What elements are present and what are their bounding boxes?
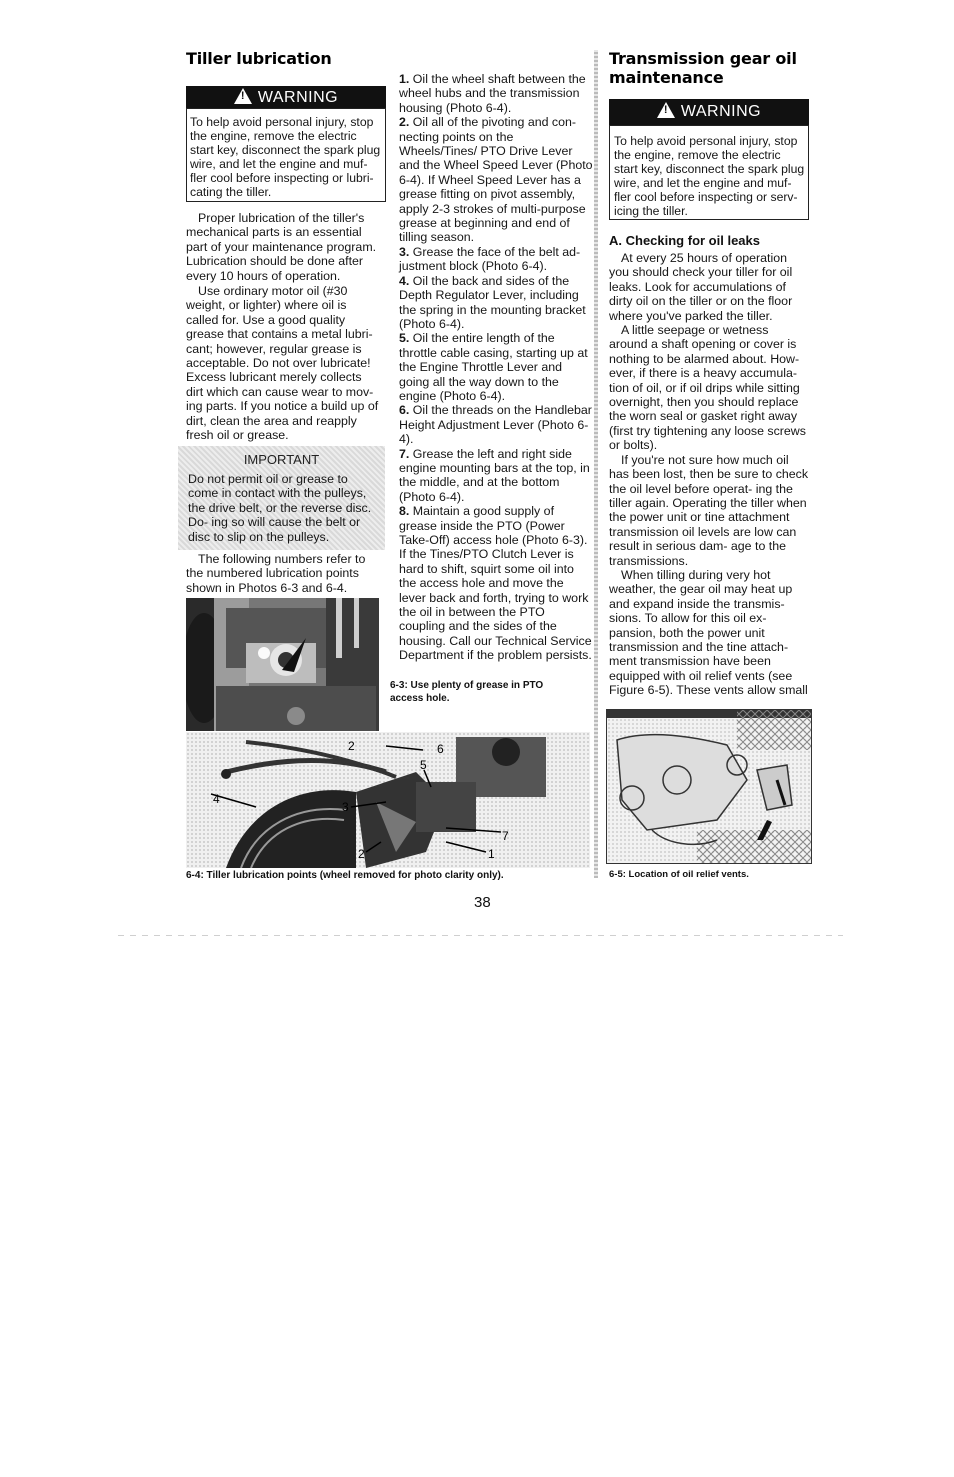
photo-6-4-lubrication-points (186, 732, 590, 868)
step-4: 4. Oil the back and sides of the Depth Regulator Lever, including the spring in the mounting bracket (Photo 6-4). (399, 273, 586, 331)
warning-icon (657, 102, 675, 118)
subheading-oil-leaks: A. Checking for oil leaks (609, 233, 760, 248)
callout-label: 2 (358, 847, 365, 861)
title-line: Transmission gear oil (609, 49, 797, 68)
step-1: 1. Oil the wheel shaft between the wheel hubs and the transmission housing (Photo 6-4). (399, 72, 586, 115)
callout-label: 4 (213, 792, 220, 806)
important-text: Do not permit oil or grease to come in contact with the pulleys, the drive belt, or the reverse disc. Do- ing so will cause the belt or disc to slip on the pulleys. (188, 472, 372, 544)
page-number: 38 (474, 894, 491, 911)
warning-icon (234, 88, 252, 104)
paragraph: A little seepage or wetness around a shaft opening or cover is nothing to be alarmed about. How- ever, if there is a heavy accumula- tion of oil, or if oil drips while sitting overnight, then you should replace the worn seal or gasket right away (first try tightening any loose screws or bolts). (609, 323, 806, 453)
photo-6-3-graphic (186, 598, 379, 731)
left-body (186, 211, 382, 443)
warning-label: WARNING (257, 89, 339, 106)
step-8: 8. Maintain a good supply of grease inside the PTO (Power Take-Off) access hole (Photo 6-3). If the Tines/PTO Clutch Lever is hard to shift, squirt some oil into the access hole and move the lever back and forth, trying to work the oil in between the PTO coupling and the sides of the housing. Call our Technical Service Department if the problem persists. (399, 504, 592, 663)
callout-label: 5 (420, 758, 427, 772)
warning-text: To help avoid personal injury, stop the engine, remove the electric start key, disconnect the spark plug wire, and let the engine and muf- fler cool before inspecting or lubri- cating the tiller. (190, 115, 381, 199)
step-2: 2. Oil all of the pivoting and con- necting points on the Wheels/Tines/ PTO Drive Lever and the Wheel Speed Lever (Photo 6-4). If Wheel Speed Lever has a grease fitting on pivot assembly, apply 2-3 strokes of multi-purpose grease at beginning and end of tilling season. (399, 115, 593, 245)
photo-6-5-oil-relief-vents (606, 709, 812, 864)
paragraph: The following numbers refer to the numbered lubrication points shown in Photos 6-3 and 6-4. (186, 552, 366, 595)
section-title-transmission-gear-oil (609, 49, 809, 87)
callout-label: 6 (437, 742, 444, 756)
caption-6-5: 6-5: Location of oil relief vents. (609, 869, 749, 880)
title-line: maintenance (609, 68, 724, 87)
callout-label: 1 (488, 847, 495, 861)
photo-6-5-graphic (607, 710, 811, 863)
step-3: 3. Grease the face of the belt ad- justment block (Photo 6-4). (399, 244, 581, 274)
callout-label: 7 (502, 829, 509, 843)
callout-label: 2 (348, 739, 355, 753)
section-title-tiller-lubrication: Tiller lubrication (186, 49, 332, 68)
photo-6-4-graphic (186, 732, 590, 868)
important-label: IMPORTANT (243, 452, 320, 467)
caption-6-3: 6-3: Use plenty of grease in PTO access hole. (390, 680, 544, 704)
step-5: 5. Oil the entire length of the throttle cable casing, starting up at the Engine Throttle Lever and going all the way down to the engine (Photo 6-4). (399, 331, 588, 403)
step-6: 6. Oil the threads on the Handlebar Height Adjustment Lever (Photo 6-4). (399, 403, 592, 447)
paragraph: Use ordinary motor oil (#30 weight, or lighter) where oil is called for. Use a good quality grease that contains a metal lubri- cant; however, regular grease is acceptable. Do not over lubricate! Excess lubricant merely collects dirt which can cause wear to mov- ing parts. If you notice a build up of dirt, clean the area and reapply fresh oil or grease. (186, 284, 379, 443)
warning-text: To help avoid personal injury, stop the engine, remove the electric start key, disconnect the spark plug wire, and let the engine and muf- fler cool before inspecting or serv- icing the tiller. (614, 134, 805, 218)
paragraph: Proper lubrication of the tiller's mechanical parts is an essential part of your maintenance program. Lubrication should be done after every 10 hours of operation. (186, 211, 377, 283)
warning-box (186, 108, 386, 202)
paragraph: If you're not sure how much oil has been lost, then be sure to check the oil level before operat- ing the tiller again. Operating the tiller when the power unit or tine attachment transmission oil levels are low can result in serious dam- age to the transmissions. (609, 452, 809, 568)
left-body-end (186, 552, 382, 595)
warning-banner (609, 99, 809, 125)
photo-6-3-pto-access-hole (186, 598, 379, 731)
lubrication-steps (399, 72, 593, 663)
step-7: 7. Grease the left and right side engine mounting bars at the top, in the middle, and at the bottom (Photo 6-4). (399, 446, 590, 504)
caption-6-4: 6-4: Tiller lubrication points (wheel removed for photo clarity only). (186, 870, 504, 881)
paragraph: At every 25 hours of operation you should check your tiller for oil leaks. Look for accumulations of dirty oil on the tiller or on the floor where you've parked the tiller. (609, 251, 793, 323)
warning-banner (186, 86, 386, 108)
callout-label: 3 (342, 800, 349, 814)
important-box (178, 446, 385, 550)
right-body (609, 251, 809, 698)
scan-edge-line (118, 935, 843, 936)
warning-label: WARNING (680, 103, 762, 120)
column-divider (594, 50, 598, 878)
paragraph: When tilling during very hot weather, the gear oil may heat up and expand inside the transmis- sions. To allow for this oil ex- pansion, both the power unit transmission and the tine attach- ment transmission have been equipped with oil relief vents (see Figure 6-5). These vents allow small (609, 567, 808, 698)
warning-box (609, 125, 809, 220)
